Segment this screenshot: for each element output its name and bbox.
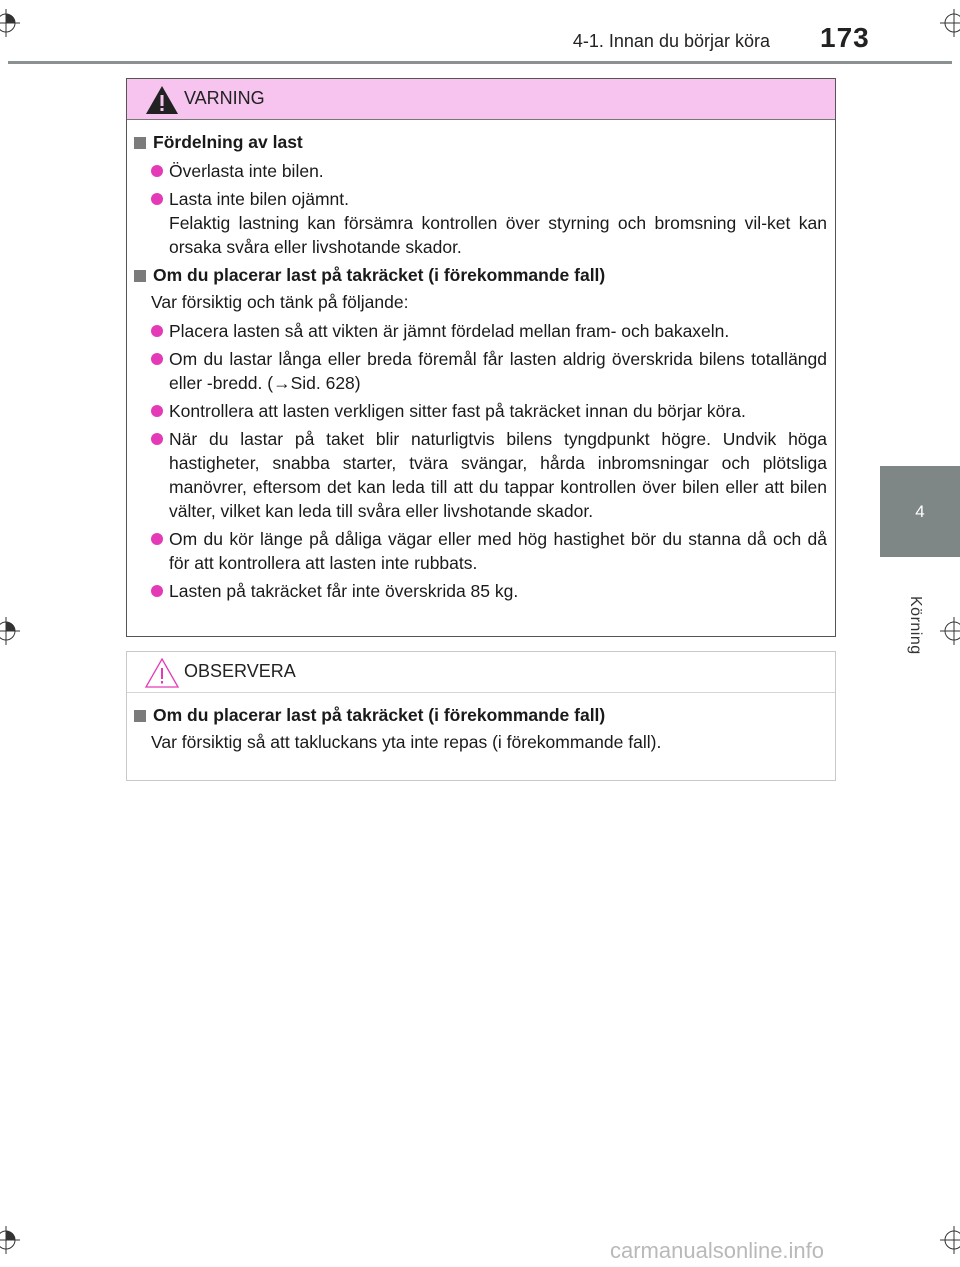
caution-label: OBSERVERA: [184, 661, 296, 681]
round-bullet-icon: [151, 325, 163, 337]
section-title: 4-1. Innan du börjar köra: [572, 31, 770, 51]
warning-label: VARNING: [184, 88, 265, 108]
section-heading: Fördelning av last: [131, 130, 827, 155]
header-rule: [8, 61, 952, 64]
warning-box: [126, 78, 836, 637]
square-bullet-icon: [134, 270, 146, 282]
chapter-number: 4: [915, 502, 925, 521]
list-item: Överlasta inte bilen.: [131, 159, 827, 183]
round-bullet-icon: [151, 353, 163, 365]
section-intro: Var försiktig så att takluckans yta inte repas (i förekommande fall).: [151, 732, 662, 752]
list-item: Om du kör länge på dåliga vägar eller med hög hastighet bör du stanna då och då för att kontrollera att lasten inte rubbats.: [131, 527, 827, 575]
list-item: Lasten på takräcket får inte överskrida 85 kg.: [131, 579, 827, 603]
round-bullet-icon: [151, 193, 163, 205]
watermark: carmanualsonline.info: [610, 1238, 825, 1263]
round-bullet-icon: [151, 405, 163, 417]
caution-header: [127, 652, 835, 693]
square-bullet-icon: [134, 137, 146, 149]
warning-header: [127, 79, 835, 120]
list-item: Placera lasten så att vikten är jämnt fördelad mellan fram- och bakaxeln.: [131, 319, 827, 343]
caution-body: [127, 693, 835, 755]
registration-mark-icon: [940, 617, 960, 645]
registration-mark-icon: [0, 617, 20, 645]
list-item: När du lastar på taket blir naturligtvis bilens tyngdpunkt högre. Undvik höga hastigheter, snabba starter, tvära svängar, hårda inbromsningar och plötsliga manövrer, eftersom det kan leda till att du tappar kontrollen över bilen eller att bilen välter, vilket kan leda till svåra eller livshotande skador.: [131, 427, 827, 523]
chapter-label: Körning: [907, 596, 924, 655]
page-number: 173: [820, 22, 870, 53]
registration-mark-icon: [940, 1226, 960, 1254]
caution-box: [126, 651, 836, 781]
registration-mark-icon: [0, 9, 20, 37]
round-bullet-icon: [151, 585, 163, 597]
registration-mark-icon: [940, 9, 960, 37]
list-item: Om du lastar långa eller breda föremål får lasten aldrig överskrida bilens totallängd eller -bredd. (→Sid. 628): [131, 347, 827, 395]
list-item: Lasta inte bilen ojämnt. Felaktig lastning kan försämra kontrollen över styrning och bromsning vil-ket kan orsaka svåra eller livshotande skador.: [131, 187, 827, 259]
warning-triangle-icon: [144, 84, 180, 116]
chapter-tab: [880, 466, 960, 557]
caution-triangle-icon: [144, 657, 180, 689]
registration-mark-icon: [0, 1226, 20, 1254]
section-intro: Var försiktig och tänk på följande:: [151, 292, 409, 312]
section-heading: Om du placerar last på takräcket (i förekommande fall): [131, 263, 827, 288]
square-bullet-icon: [134, 710, 146, 722]
round-bullet-icon: [151, 165, 163, 177]
warning-body: [127, 120, 835, 603]
round-bullet-icon: [151, 433, 163, 445]
list-item: Kontrollera att lasten verkligen sitter fast på takräcket innan du börjar köra.: [131, 399, 827, 423]
round-bullet-icon: [151, 533, 163, 545]
section-heading: Om du placerar last på takräcket (i förekommande fall): [131, 703, 827, 728]
